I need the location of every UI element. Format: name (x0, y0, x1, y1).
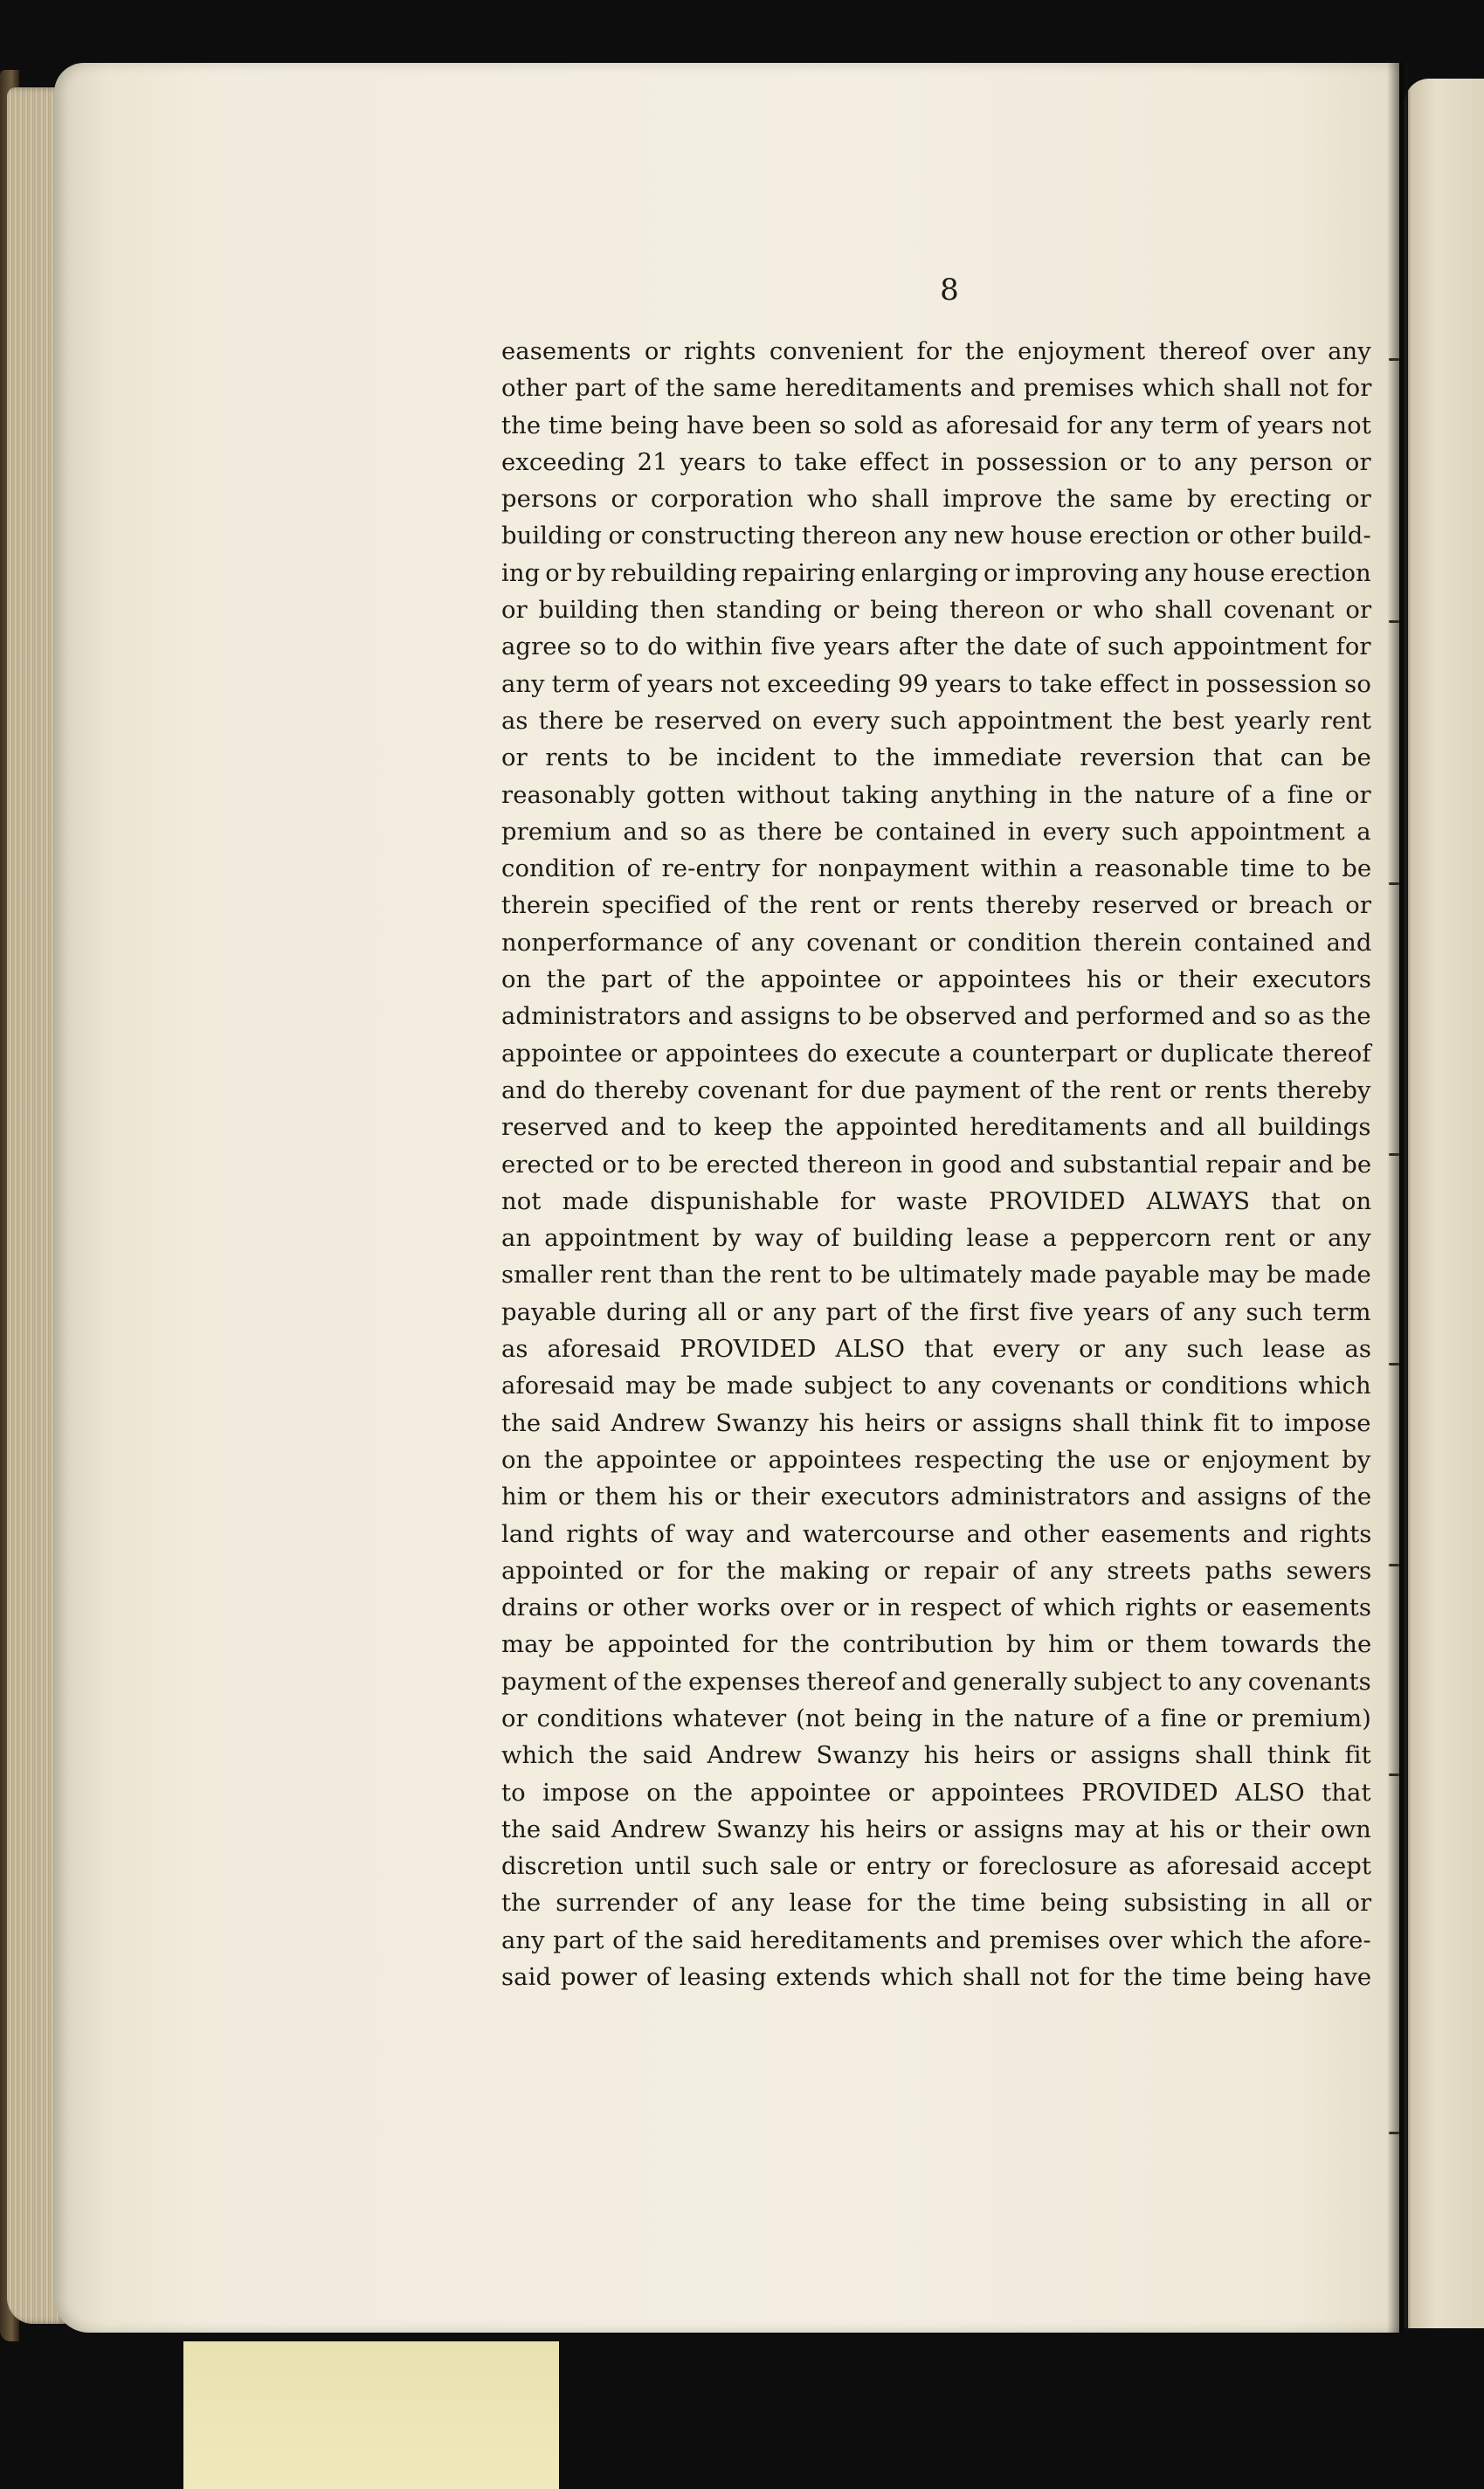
body-text (501, 334, 1371, 1996)
text-line: discretion until such sale or entry or foreclosure as aforesaid accept (501, 1853, 1372, 1881)
text-line: administrators and assigns to be observed and performed and so as the (501, 1003, 1371, 1031)
text-line: him or them his or their executors administrators and assigns of the (501, 1483, 1372, 1511)
text-line: building or constructing thereon any new house erection or other build- (501, 522, 1371, 550)
text-line: which the said Andrew Swanzy his heirs or assigns shall think fit (501, 1742, 1371, 1770)
binding-stitch (1389, 1363, 1399, 1365)
binding-stitch (1389, 2132, 1399, 2134)
text-line: land rights of way and watercourse and other easements and rights (501, 1520, 1372, 1548)
page-number: 8 (940, 273, 959, 308)
bleed-through-text (236, 336, 480, 2014)
text-line: the said Andrew Swanzy his heirs or assigns may at his or their own (501, 1815, 1371, 1843)
text-line: condition of re-entry for nonpayment within a reasonable time to be (501, 855, 1372, 883)
binding-stitch (1389, 1773, 1399, 1776)
text-line: premium and so as there be contained in every such appointment a (501, 818, 1371, 846)
binding-stitch (1389, 1153, 1399, 1156)
text-line: or rents to be incident to the immediate reversion that can be (501, 744, 1371, 772)
text-line: therein specified of the rent or rents thereby reserved or breach or (501, 892, 1372, 920)
text-line: as there be reserved on every such appointment the best yearly rent (501, 707, 1371, 735)
text-line: appointee or appointees do execute a counterpart or duplicate thereof (501, 1040, 1371, 1068)
binding-stitch (1389, 882, 1399, 885)
text-line: and do thereby covenant for due payment of the rent or rents thereby (501, 1076, 1371, 1104)
binding-stitch (1389, 1564, 1399, 1566)
text-line: the said Andrew Swanzy his heirs or assigns shall think fit to impose (501, 1409, 1371, 1437)
text-line: any part of the said hereditaments and premises over which the afore- (501, 1926, 1371, 1954)
text-line: on the appointee or appointees respecting the use or enjoyment by (501, 1446, 1371, 1474)
text-line: aforesaid may be made subject to any covenants or conditions which (501, 1372, 1371, 1400)
text-line: said power of leasing extends which shall not for the time being have (501, 1964, 1372, 1992)
text-line: other part of the same hereditaments and premises which shall not for (501, 375, 1372, 403)
text-line: on the part of the appointee or appointees his or their executors (501, 966, 1372, 994)
text-line: smaller rent than the rent to be ultimately made payable may be made (501, 1262, 1371, 1289)
paper-slip (183, 2341, 559, 2489)
page-gutter (1387, 63, 1408, 2333)
text-line: drains or other works over or in respect of which rights or easements (501, 1594, 1372, 1622)
text-line: payable during all or any part of the first five years of any such term (501, 1298, 1371, 1326)
text-line: ing or by rebuilding repairing enlarging or improving any house erection (501, 559, 1371, 587)
text-line: or building then standing or being thereon or who shall covenant or (501, 597, 1372, 625)
text-line: nonperformance of any covenant or condition therein contained and (501, 929, 1372, 957)
text-line: not made dispunishable for waste PROVIDED ALWAYS that on (501, 1187, 1372, 1215)
facing-page-edge (1405, 79, 1484, 2328)
text-line: any term of years not exceeding 99 years to take effect in possession so (501, 670, 1371, 698)
text-line: payment of the expenses thereof and generally subject to any covenants (501, 1668, 1371, 1696)
text-line: an appointment by way of building lease a peppercorn rent or any (501, 1225, 1371, 1253)
text-line: easements or rights convenient for the enjoyment thereof over any (501, 338, 1371, 365)
text-line: erected or to be erected thereon in good and substantial repair and be (501, 1151, 1372, 1179)
text-line: the surrender of any lease for the time being subsisting in all or (501, 1890, 1372, 1918)
text-line: exceeding 21 years to take effect in possession or to any person or (501, 448, 1371, 476)
text-line: to impose on the appointee or appointees PROVIDED ALSO that (501, 1779, 1371, 1807)
text-line: as aforesaid PROVIDED ALSO that every or any such lease as (501, 1336, 1372, 1364)
text-line: agree so to do within five years after the date of such appointment for (501, 633, 1371, 661)
text-line: reserved and to keep the appointed hereditaments and all buildings (501, 1114, 1371, 1142)
binding-stitch (1389, 358, 1399, 361)
text-line: reasonably gotten without taking anything in the nature of a fine or (501, 781, 1371, 809)
text-line: persons or corporation who shall improve the same by erecting or (501, 486, 1371, 514)
text-line: may be appointed for the contribution by him or them towards the (501, 1631, 1372, 1659)
text-line: appointed or for the making or repair of any streets paths sewers (501, 1557, 1372, 1585)
text-line: the time being have been so sold as aforesaid for any term of years not (501, 411, 1371, 439)
binding-stitch (1389, 620, 1399, 623)
text-line: or conditions whatever (not being in the nature of a fine or premium) (501, 1704, 1371, 1732)
